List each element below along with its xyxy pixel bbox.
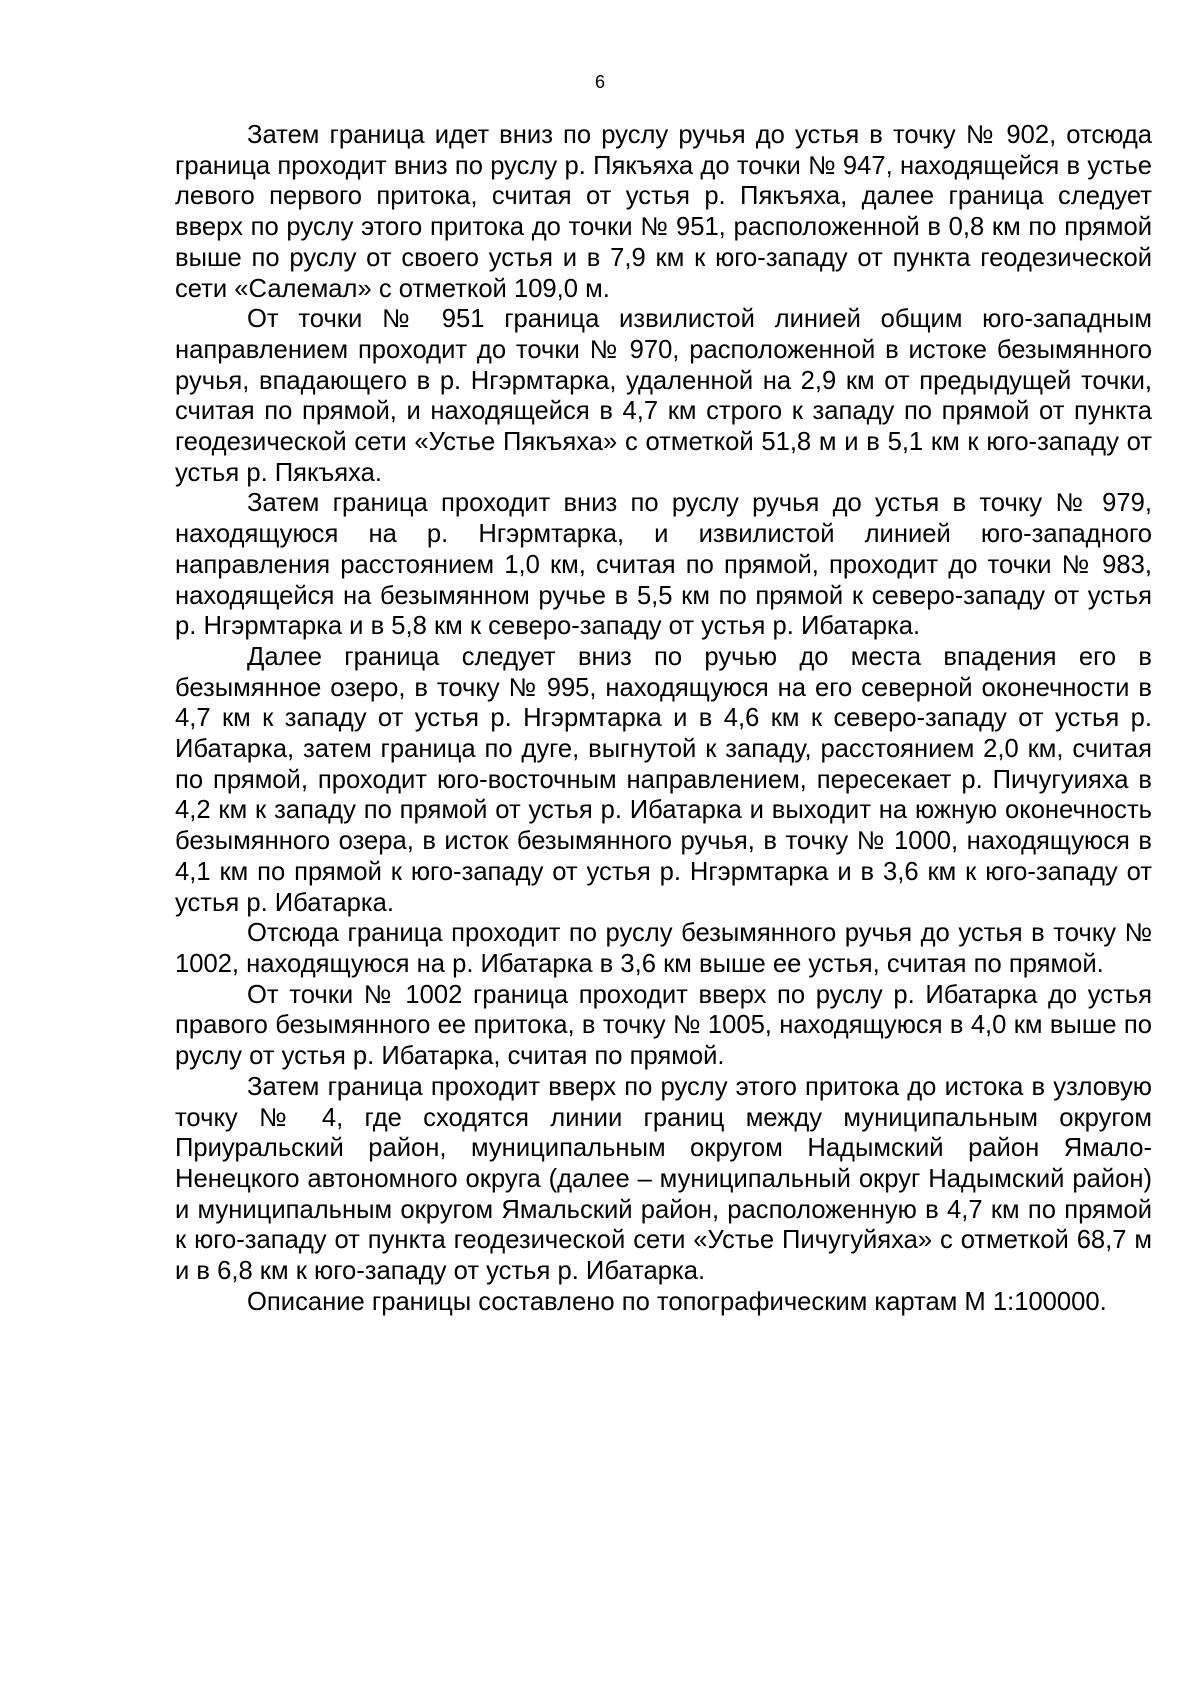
paragraph-4: Далее граница следует вниз по ручью до места впадения его в безымянное озеро, в точку № 995, находящуюся на его северной оконечности в 4,7 км к западу от устья р. Нгэрмтарка и в 4,6 км к северо-западу от устья р. Ибатарка, затем граница по дуге, выгнутой к западу, расстоянием 2,0 км, считая по прямой, проходит юго-восточным направлением, пересекает р. Пичугуияха в 4,2 км к западу по прямой от устья р. Ибатарка и выходит на южную оконечность безымянного озера, в исток безымянного ручья, в точку № 1000, находящуюся в 4,1 км по прямой к юго-западу от устья р. Нгэрмтарка и в 3,6 км к юго-западу от устья р. Ибатарка. [175, 642, 1152, 917]
paragraph-2: От точки № 951 граница извилистой линией общим юго-западным направлением проходит до точки № 970, расположенной в истоке безымянного ручья, впадающего в р. Нгэрмтарка, удаленной на 2,9 км от предыдущей точки, считая по прямой, и находящейся в 4,7 км строго к западу по прямой от пункта геодезической сети «Устье Пякъяха» с отметкой 51,8 м и в 5,1 км к юго-западу от устья р. Пякъяха. [175, 305, 1152, 487]
paragraph-7: Затем граница проходит вверх по руслу этого притока до истока в узловую точку № 4, где сходятся линии границ между муниципальным округом Приуральский район, муниципальным округом Надымский район Ямало-Ненецкого автономного округа (далее – муниципальный округ Надымский район) и муниципальным округом Ямальский район, расположенную в 4,7 км по прямой к юго-западу от пункта геодезической сети «Устье Пичугуйяха» с отметкой 68,7 м и в 6,8 км к юго-западу от устья р. Ибатарка. [175, 1072, 1152, 1286]
paragraph-1: Затем граница идет вниз по руслу ручья до устья в точку № 902, отсюда граница проходит вниз по руслу р. Пякъяха до точки № 947, находящейся в устье левого первого притока, считая от устья р. Пякъяха, далее граница следует вверх по руслу этого притока до точки № 951, расположенной в 0,8 км по прямой выше по руслу от своего устья и в 7,9 км к юго-западу от пункта геодезической сети «Салемал» с отметкой 109,0 м. [175, 121, 1152, 303]
paragraph-8: Описание границы составлено по топографическим картам М 1:100000. [247, 1287, 1107, 1316]
paragraph-6: От точки № 1002 граница проходит вверх по руслу р. Ибатарка до устья правого безымянного ее притока, в точку № 1005, находящуюся в 4,0 км выше по руслу от устья р. Ибатарка, считая по прямой. [175, 980, 1152, 1071]
page-number: 6 [594, 72, 605, 92]
document-body [175, 120, 1152, 1317]
paragraph-5: Отсюда граница проходит по руслу безымянного ручья до устья в точку № 1002, находящуюся на р. Ибатарка в 3,6 км выше ее устья, считая по прямой. [175, 919, 1152, 978]
paragraph-3: Затем граница проходит вниз по руслу ручья до устья в точку № 979, находящуюся на р. Нгэрмтарка, и извилистой линией юго-западного направления расстоянием 1,0 км, считая по прямой, проходит до точки № 983, находящейся на безымянном ручье в 5,5 км по прямой к северо-западу от устья р. Нгэрмтарка и в 5,8 км к северо-западу от устья р. Ибатарка. [175, 489, 1152, 641]
